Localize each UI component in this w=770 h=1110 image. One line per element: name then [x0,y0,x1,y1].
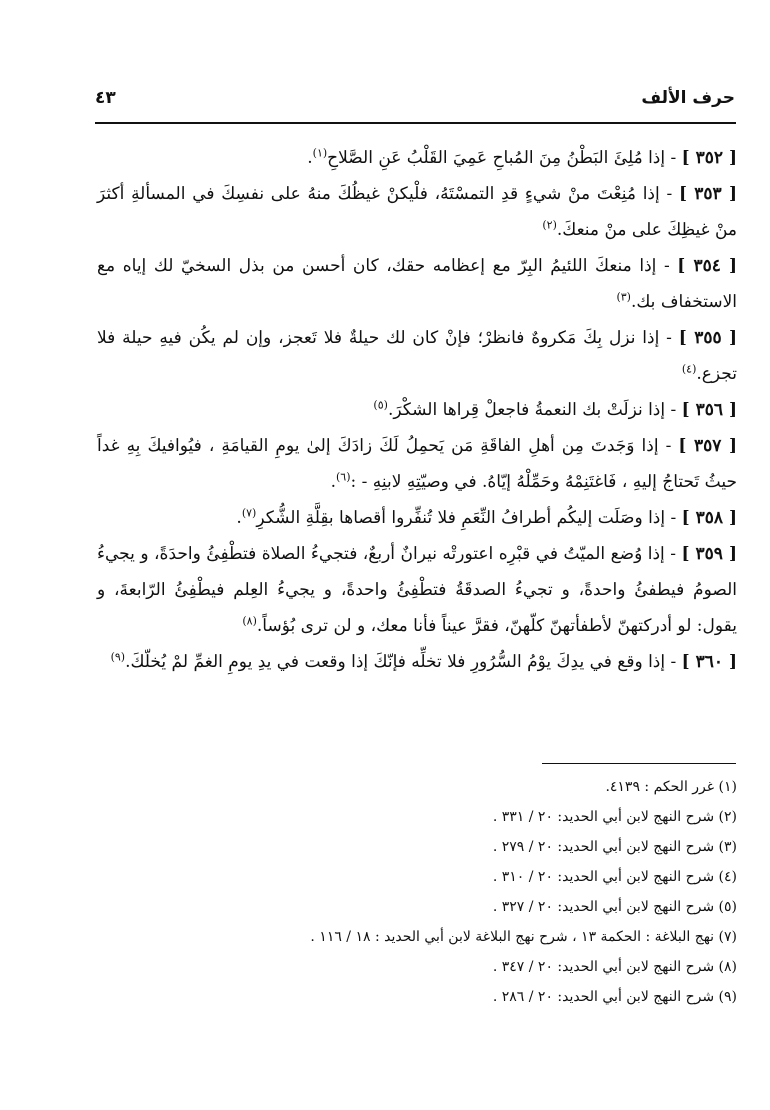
footnote-marker: (٩) [110,650,126,664]
entry-number: [ ٣٥٩ ] [681,544,737,564]
entry-number: [ ٣٥٧ ] [678,436,738,456]
entry-text: - إذا نزل بِكَ مَكروهٌ فانظرْ؛ فإنْ كان لك حيلةٌ فلا تَعجز، وإن لم يكُن فيهِ حيلة فلا تجزع. [97,328,737,384]
page-number: ٤٣ [95,88,116,108]
footnote-marker: (٦) [336,470,351,484]
chapter-title: حرف الألف [641,88,735,108]
entry-tail: . [307,148,313,168]
entry-tail: . [236,508,242,528]
entry-357 [97,428,737,500]
entry-number: [ ٣٥٤ ] [677,256,738,276]
entry-text: - إذا وَجَدتَ مِن أهلِ الفاقَةِ مَن يَحمِلُ لَكَ زادَكَ إلىٰ يومِ القيامَةِ ، فيُوافيكَ بِهِ غداً حيثُ تَحتاجُ إليهِ ، فَاغتَنِمْهُ وحَمِّلْهُ إيّاهُ. في وصيّتِهِ لابنِهِ - : [97,436,737,492]
entry-number: [ ٣٥٣ ] [678,184,737,204]
entry-number: [ ٣٥٦ ] [681,400,737,420]
entry-number: [ ٣٥٢ ] [681,148,737,168]
footnote-marker: (٧) [241,506,257,520]
entry-text: - إذا مُنِعْتَ منْ شيءٍ قدِ التمسْتَهُ، فلْيكنْ غيظُكَ منهُ على نفسِكَ في المسألةِ أكثرَ منْ غيظِكَ على منْ منعكَ. [97,184,737,240]
entries-list [97,140,737,680]
footnote-2: (٢) شرح النهج لابن أبي الحديد: ٢٠ / ٣٣١ . [492,809,737,825]
entry-number: [ ٣٥٨ ] [681,508,737,528]
footnotes-list [97,772,737,1012]
entry-354 [97,248,737,320]
footnote-marker: (٨) [242,614,257,628]
entry-356 [97,392,737,428]
entry-352 [97,140,737,176]
footnote-marker: (١) [312,146,328,160]
entry-355 [97,320,737,392]
entry-text: - إذا وقع في يدِكَ يوْمُ السُّرُورِ فلا تخلِّه فإنّكَ إذا وقعت في يدِ يومِ الغمِّ لمْ يُخلّكَ. [125,652,682,672]
entry-number: [ ٣٦٠ ] [681,652,737,672]
footnote-3: (٣) شرح النهج لابن أبي الحديد: ٢٠ / ٢٧٩ . [492,839,737,855]
footnote-8: (٨) شرح النهج لابن أبي الحديد: ٢٠ / ٣٤٧ . [492,959,737,975]
footnote-marker: (٥) [373,398,388,412]
entry-text: - إذا نزلَتْ بك النعمةُ فاجعلْ قِراها الشكْرَ. [387,400,682,420]
entry-text: - إذا وُضع الميّتُ في قبْرِه اعتورتْه نيرانٌ أربعٌ، فتجيءُ الصلاة فتطْفِئُ واحدَةً، و يجيءُ الصومُ فيطفئُ واحدةً، و تجيءُ الصدقَةُ فتطْفِئُ واحدةً، و يجيءُ العِلم فيطْفِئُ الرّابعةَ، و يقول: لو أدركتهنّ لأطفأتهنّ كلّهنّ، فقرَّ عيناً فأنا معك، و لن ترى بُؤساً. [97,544,737,636]
footnote-marker: (٣) [616,290,631,304]
entry-360 [97,644,737,680]
footnote-marker: (٤) [681,362,697,376]
footnote-1: (١) غرر الحكم : ٤١٣٩. [605,779,737,795]
running-header [95,88,735,116]
footnote-9: (٩) شرح النهج لابن أبي الحديد: ٢٠ / ٢٨٦ . [492,989,737,1005]
entry-number: [ ٣٥٥ ] [678,328,737,348]
entry-358 [97,500,737,536]
footnote-divider [542,763,736,764]
entry-text: - إذا منعكَ اللئيمُ البِرّ مع إعظامه حقك، كان أحسن من بذل السخيّ لك إياه مع الاستخفاف بك. [97,256,737,312]
entry-tail: . [330,472,336,492]
footnote-marker: (٢) [542,218,557,232]
footnote-5: (٥) شرح النهج لابن أبي الحديد: ٢٠ / ٣٢٧ . [492,899,737,915]
footnote-7: (٧) نهج البلاغة : الحكمة ١٣ ، شرح نهج البلاغة لابن أبي الحديد : ١٨ / ١١٦ . [310,929,737,945]
entry-text: - إذا وصَلَت إليكُم أطرافُ النِّعَمِ فلا تُنفِّروا أقصاها بقِلَّةِ الشُّكرِ [256,508,682,528]
entry-353 [97,176,737,248]
entry-359 [97,536,737,644]
entry-text: - إذا مُلِئَ البَطْنُ مِنَ المُباحِ عَمِيَ القَلْبُ عَنِ الصَّلاحِ [327,148,682,168]
header-divider [95,122,736,124]
footnote-4: (٤) شرح النهج لابن أبي الحديد: ٢٠ / ٣١٠ . [492,869,737,885]
